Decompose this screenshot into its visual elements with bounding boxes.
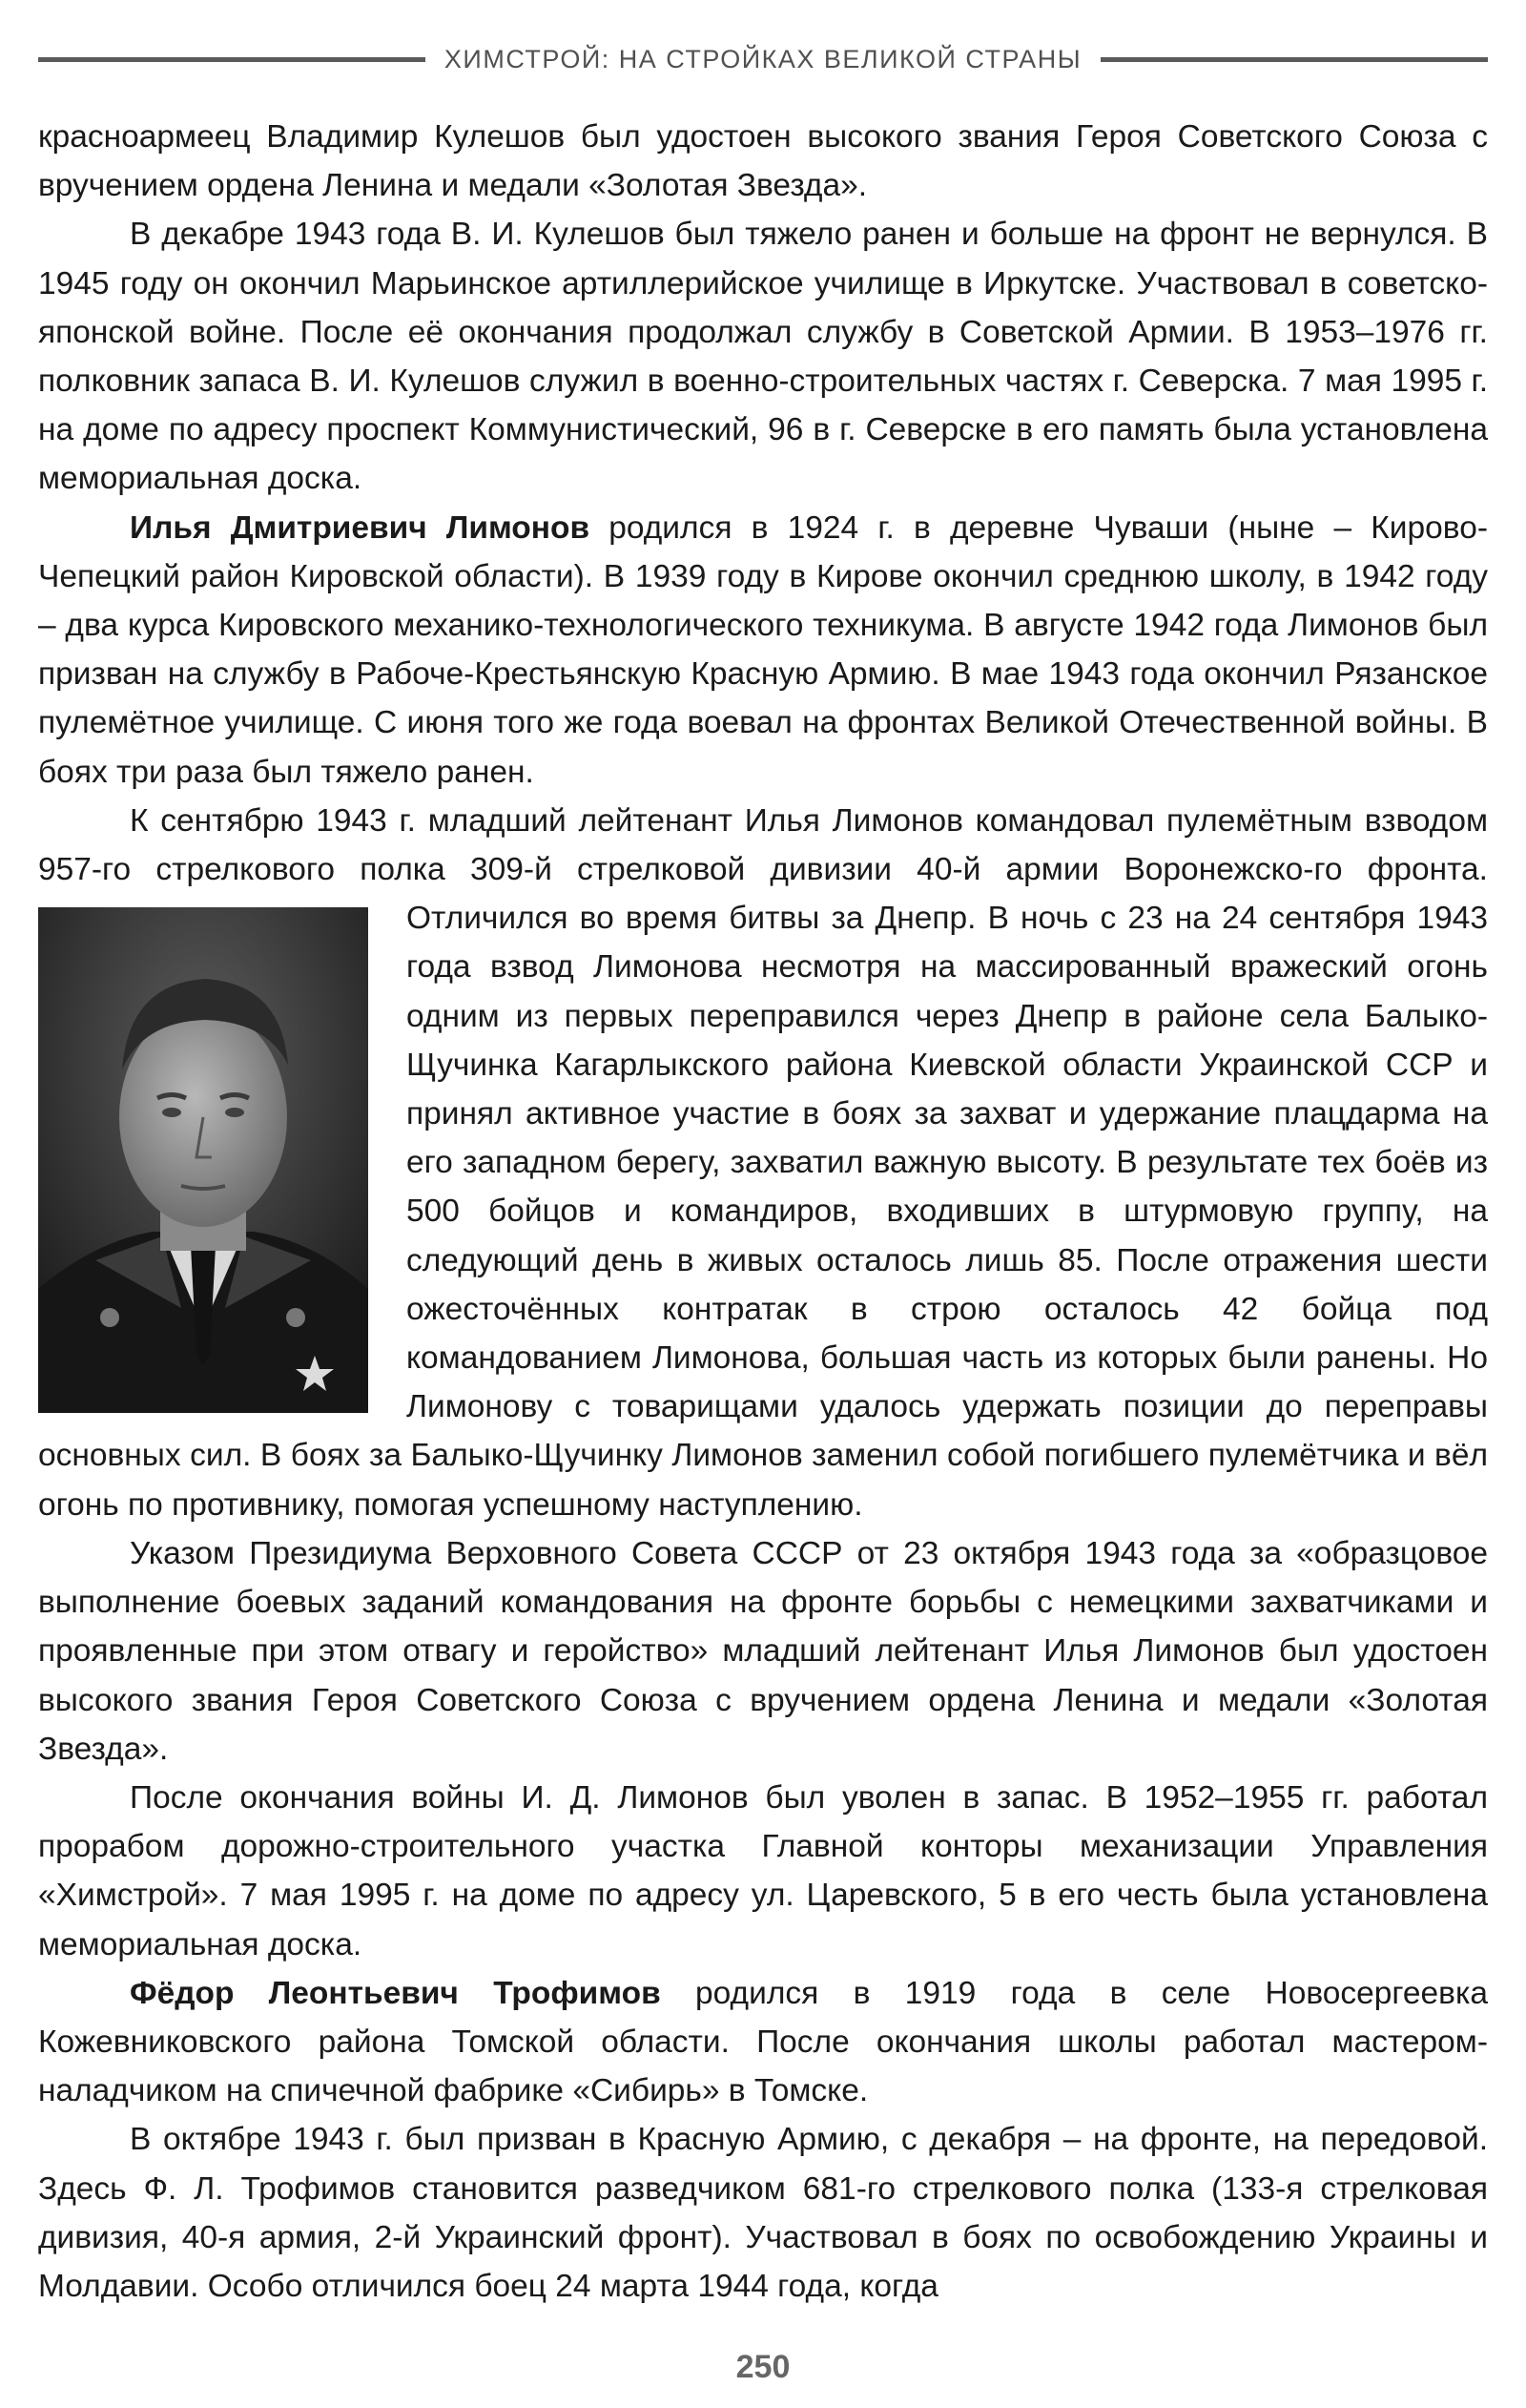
header-rule-left (38, 57, 425, 62)
paragraph-7 (38, 1969, 1488, 2116)
header-title: ХИМСТРОЙ: НА СТРОЙКАХ ВЕЛИКОЙ СТРАНЫ (443, 44, 1083, 73)
paragraph-4-rest: го фронта. Отличился во время битвы за Днепр. В ночь с 23 на 24 сентября 1943 года взвод Лимонова несмотря на массированный вражеский огонь одним из первых переправился через Днепр в районе села Балыко-Щучинка Кагарлыкского района Киевской области Украинской ССР и принял активное участие в боях за захват и удержание плацдарма на его западном берегу, захватил важную высоту. В результате тех боёв из 500 бойцов и командиров, входивших в штурмовую группу, на следующий день в живых осталось лишь 85. После отражения шести ожесточённых контратак в строю осталось 42 бойца под командованием Лимонова, большая часть из которых были ранены. Но Лимонову с товарищами удалось удержать позиции до переправы основных сил. В боях за Балыко-Щучинку Лимонов заменил собой погибшего пулемётчика и вёл огонь по противнику, помогая успешному наступлению. (38, 852, 1488, 1523)
paragraph-4 (38, 797, 1488, 1529)
header-rule-right (1101, 57, 1488, 62)
portrait-photo (38, 907, 368, 1413)
person-name-limonov: Илья Дмитриевич Лимонов (130, 509, 590, 546)
paragraph-3-text: родился в 1924 г. в деревне Чуваши (ныне – Кирово-Чепецкий район Кировской области). В 1939 году в Кирове окончил среднюю школу, в 1942 году – два курса Кировского механико-технологического техникума. В августе 1942 года Лимонов был призван на службу в Рабоче-Крестьянскую Красную Армию. В мае 1943 года окончил Рязанское пулемётное училище. С июня того же года воевал на фронтах Великой Отечественной войны. В боях три раза был тяжело ранен. (38, 509, 1488, 790)
paragraph-4-start: К сентябрю 1943 г. младший лейтенант Илья Лимонов командовал пулемётным взводом 957-го стрелкового полка 309-й стрелковой дивизии 40-й армии Воронежско- (38, 802, 1488, 888)
portrait-illustration (38, 907, 368, 1413)
person-name-trofimov: Фёдор Леонтьевич Трофимов (130, 1975, 661, 2011)
paragraph-6: После окончания войны И. Д. Лимонов был уволен в запас. В 1952–1955 гг. работал прорабом дорожно-строительного участка Главной конторы механизации Управления «Химстрой». 7 мая 1995 г. на доме по адресу ул. Царевского, 5 в его честь была установлена мемориальная доска. (38, 1779, 1488, 1962)
paragraph-8: В октябре 1943 г. был призван в Красную Армию, с декабря – на фронте, на передовой. Здесь Ф. Л. Трофимов становится разведчиком 681-го стрелкового полка (133-я стрелковая дивизия, 40-я армия, 2-й Украинский фронт). Участвовал в боях по освобождению Украины и Молдавии. Особо отличился боец 24 марта 1944 года, когда (38, 2122, 1488, 2304)
paragraph-3 (38, 504, 1488, 797)
paragraph-1: красноармеец Владимир Кулешов был удостоен высокого звания Героя Советского Союза с вручением ордена Ленина и медали «Золотая Звезда». (38, 119, 1488, 204)
paragraph-5: Указом Президиума Верховного Совета СССР от 23 октября 1943 года за «образцовое выполнение боевых заданий командования на фронте борьбы с немецкими захватчиками и проявленные при этом отвагу и геройство» младший лейтенант Илья Лимонов был удостоен высокого звания Героя Советского Союза с вручением ордена Ленина и медали «Золотая Звезда». (38, 1535, 1488, 1767)
body-text (38, 113, 1488, 2311)
page-number: 250 (735, 2349, 791, 2385)
paragraph-2: В декабре 1943 года В. И. Кулешов был тяжело ранен и больше на фронт не вернулся. В 1945 году он окончил Марьинское артиллерийское училище в Иркутске. Участвовал в советско-японской войне. После её окончания продолжал службу в Советской Армии. В 1953–1976 гг. полковник запаса В. И. Кулешов служил в военно-строительных частях г. Северска. 7 мая 1995 г. на доме по адресу проспект Коммунистический, 96 в г. Северске в его память была установлена мемориальная доска. (38, 217, 1488, 497)
running-header (38, 40, 1488, 78)
paragraph-7-text: родился в 1919 года в селе Новосергеевка Кожевниковского района Томской области. После окончания школы работал мастером-наладчиком на спичечной фабрике «Сибирь» в Томске. (38, 1975, 1488, 2109)
